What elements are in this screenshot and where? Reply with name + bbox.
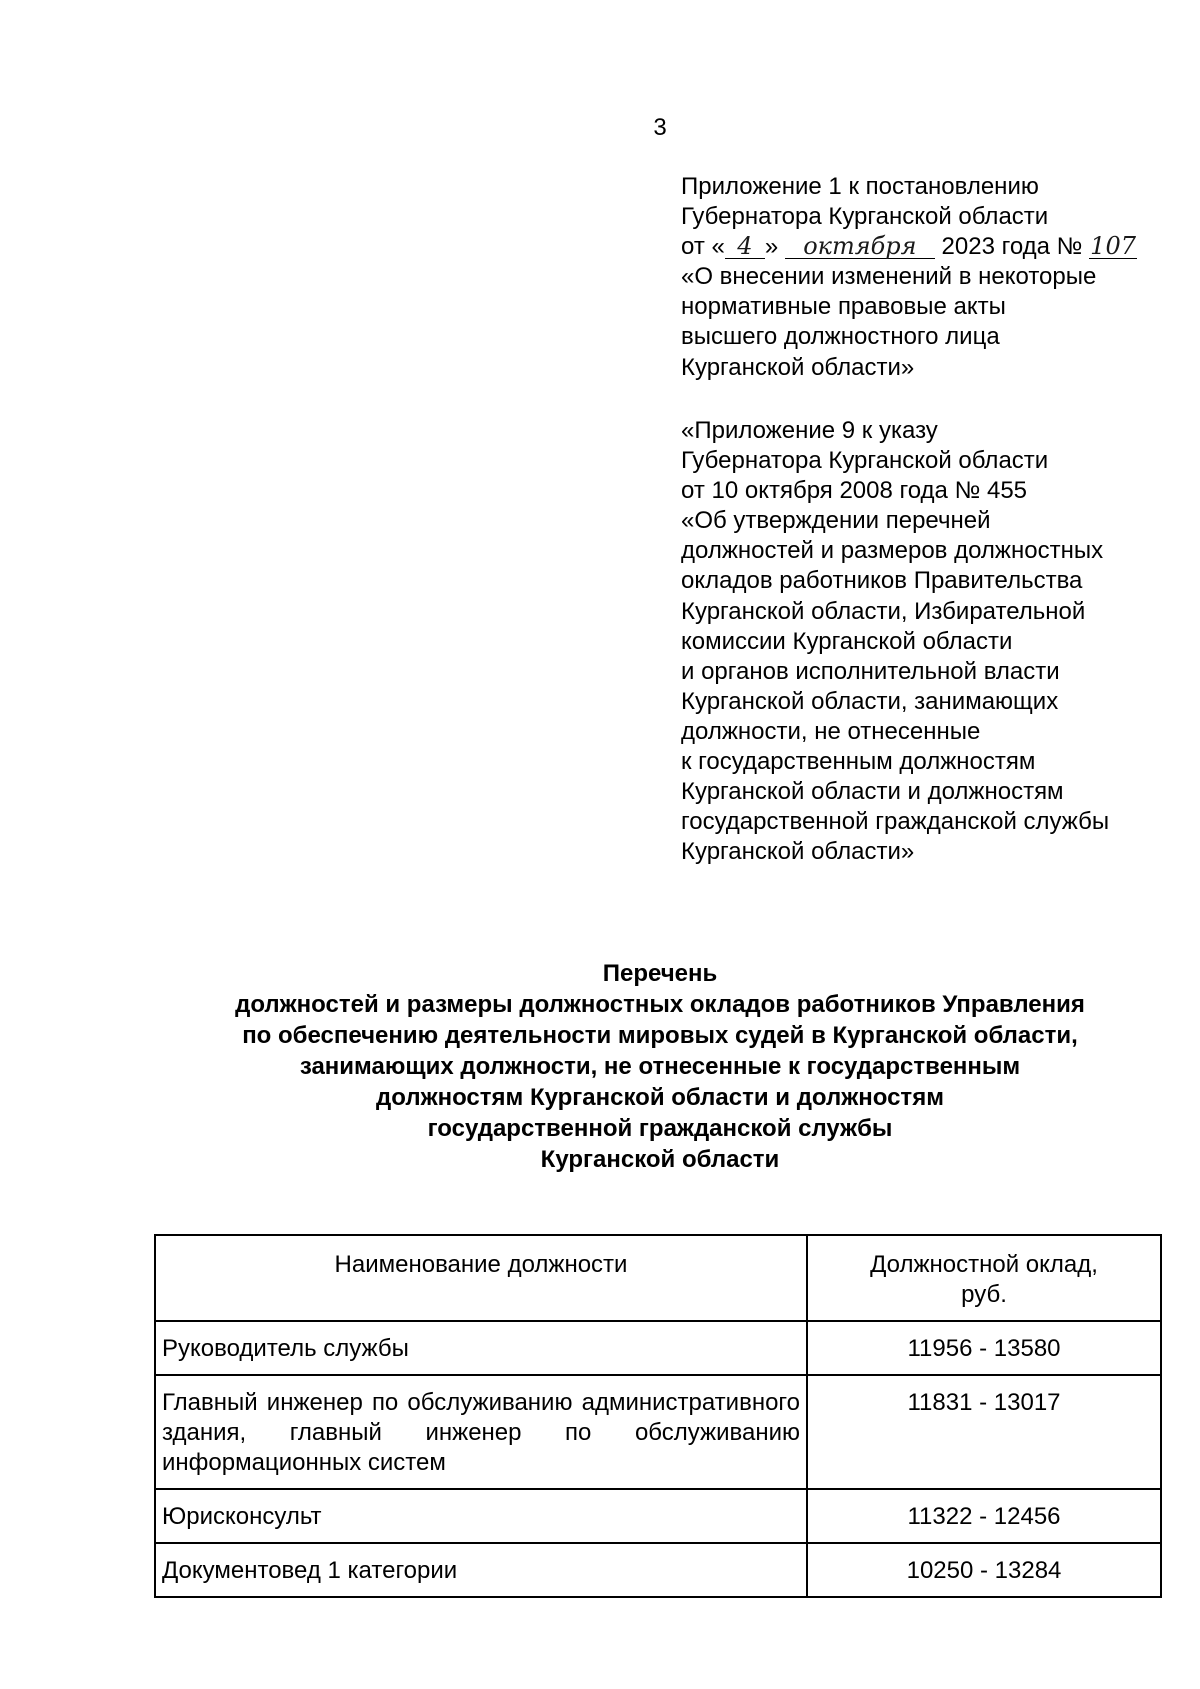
appendix-9-line: «Об утверждении перечней <box>681 507 991 535</box>
appendix-9-line: «Приложение 9 к указу <box>681 417 938 444</box>
appendix-1-header <box>681 172 1137 383</box>
appendix-9-line: Курганской области» <box>681 838 915 866</box>
appendix-1-date-line <box>681 232 1137 262</box>
handwritten-number: 107 <box>1090 232 1136 261</box>
title-line: государственной гражданской службы <box>427 1115 893 1142</box>
table-row <box>155 1489 1161 1543</box>
position-salary: 11831 - 13017 <box>807 1375 1161 1489</box>
appendix-9-line: и органов исполнительной власти <box>681 657 1060 685</box>
document-title <box>150 958 1170 1175</box>
appendix-1-line: Приложение 1 к постановлению <box>681 173 1039 200</box>
appendix-1-line: Губернатора Курганской области <box>681 203 1049 231</box>
table-header-row <box>155 1235 1161 1321</box>
header-salary-line: Должностной оклад, <box>870 1251 1098 1278</box>
title-line: Курганской области <box>540 1146 780 1173</box>
appendix-9-line: Губернатора Курганской области <box>681 447 1049 475</box>
appendix-9-header <box>681 416 1109 867</box>
position-name: Руководитель службы <box>155 1321 807 1375</box>
appendix-9-line: комиссии Курганской области <box>681 627 1013 655</box>
appendix-9-line: к государственным должностям <box>681 748 1036 776</box>
appendix-9-line: должностей и размеров должностных <box>681 537 1104 565</box>
appendix-1-line: высшего должностного лица <box>681 323 1000 351</box>
date-prefix: от « <box>681 233 725 261</box>
title-line: должностям Курганской области и должностям <box>376 1084 944 1111</box>
appendix-1-line: нормативные правовые акты <box>681 293 1006 321</box>
date-suffix: 2023 года № <box>941 233 1083 261</box>
position-salary: 11956 - 13580 <box>807 1321 1161 1375</box>
appendix-9-line: окладов работников Правительства <box>681 567 1083 595</box>
header-position-name: Наименование должности <box>155 1235 807 1321</box>
appendix-9-line: государственной гражданской службы <box>681 808 1110 836</box>
position-name: Главный инженер по обслуживанию административного здания, главный инженер по обслуживанию информационных систем <box>155 1375 807 1489</box>
position-salary: 11322 - 12456 <box>807 1489 1161 1543</box>
page-number: 3 <box>653 114 667 141</box>
appendix-1-line: «О внесении изменений в некоторые <box>681 263 1097 291</box>
appendix-9-line: Курганской области, занимающих <box>681 687 1059 715</box>
appendix-9-line: от 10 октября 2008 года № 455 <box>681 477 1028 505</box>
appendix-9-line: должности, не отнесенные <box>681 717 981 745</box>
title-line: должностей и размеры должностных окладов работников Управления <box>235 991 1085 1018</box>
appendix-9-line: Курганской области и должностям <box>681 778 1064 806</box>
handwritten-day: 4 <box>725 234 765 259</box>
title-line: занимающих должности, не отнесенные к государственным <box>299 1053 1021 1080</box>
title-line: Перечень <box>602 960 718 987</box>
table-row <box>155 1375 1161 1489</box>
header-salary-line: руб. <box>961 1281 1007 1308</box>
appendix-9-line: Курганской области, Избирательной <box>681 597 1086 625</box>
position-name: Юрисконсульт <box>155 1489 807 1543</box>
table-row <box>155 1543 1161 1597</box>
title-line: по обеспечению деятельности мировых судей в Курганской области, <box>242 1022 1078 1049</box>
handwritten-month: октября <box>785 234 935 259</box>
appendix-1-line: Курганской области» <box>681 353 915 381</box>
header-salary <box>807 1235 1161 1321</box>
positions-table <box>154 1234 1162 1598</box>
position-name: Документовед 1 категории <box>155 1543 807 1597</box>
position-salary: 10250 - 13284 <box>807 1543 1161 1597</box>
date-mid: » <box>764 233 779 261</box>
table-row <box>155 1321 1161 1375</box>
